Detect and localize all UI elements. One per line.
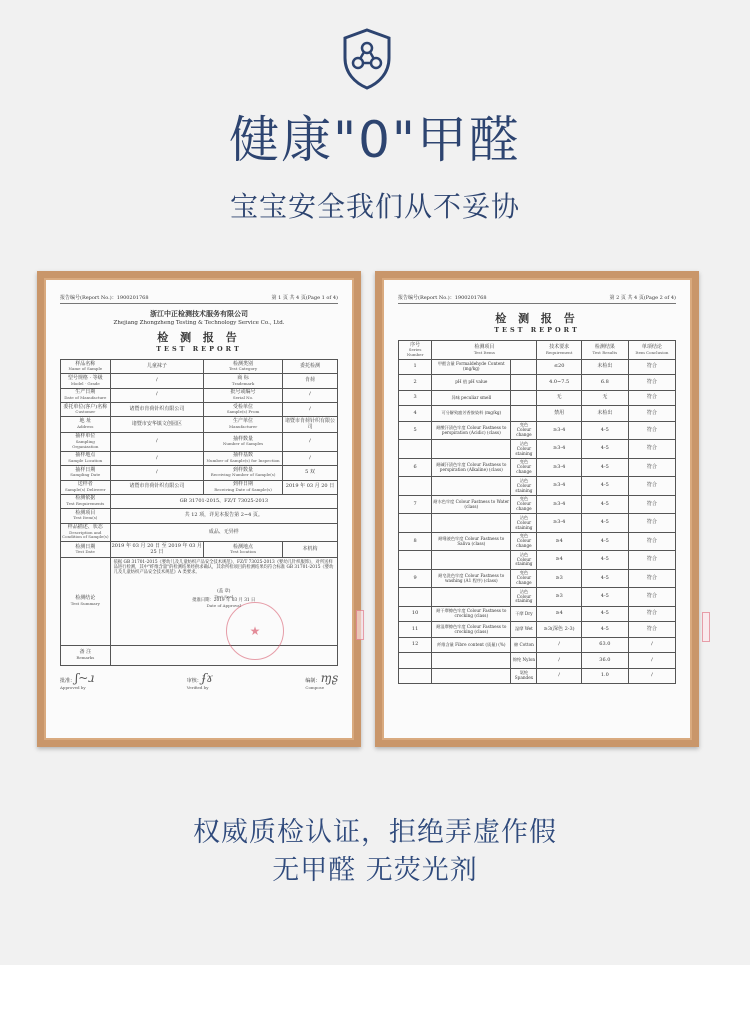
result-cell-no [399,551,432,569]
result-cell-no: 5 [399,421,432,439]
table-row [399,637,676,653]
result-cell-req: ≤20 [537,359,581,375]
result-cell-res: 4-5 [581,477,628,495]
table-row [61,451,338,465]
result-cell-sub: 沾色 Colour staining [511,514,537,532]
result-cell-req: ≥3 [537,569,581,587]
result-cell-item: 耐唾液色牢度 Colour Fastness to Saliva (class) [432,532,511,550]
result-cell-res: 4-5 [581,606,628,622]
table-row [399,375,676,391]
field-value: 5 双 [283,466,338,480]
table-row [399,514,676,532]
result-cell-item [432,440,511,458]
result-cell-req: ≥3-4 [537,514,581,532]
result-cell-item: 异味 peculiar smell [432,390,511,406]
result-cell-res: 36.0 [581,653,628,669]
report-info-table [60,359,338,666]
field-label: 型号规格 · 等级 Model · Grade [61,374,111,388]
table-row [399,406,676,422]
bottom-band [0,965,750,1036]
result-cell-res: 4-5 [581,458,628,476]
field-label: 送样者 Sample(s) Deliverer [61,480,111,494]
result-cell-sub: 沾色 Colour staining [511,588,537,606]
result-cell-no: 11 [399,622,432,638]
result-cell-req: ≥3-4 [537,440,581,458]
table-row [399,477,676,495]
table-row [61,403,338,417]
result-cell-con: 符合 [628,406,675,422]
table-row [61,374,338,388]
field-label: 生产单位 Manufacturer [204,417,283,433]
field-label: 检测类别 Test Category [204,360,283,374]
certificate-frame-2 [375,271,699,747]
result-cell-res: 6.8 [581,375,628,391]
table-row: 检测依据 Test Requirements GB 31701-2015、FZ/T 73025-2013 [61,494,338,508]
result-cell-no: 2 [399,375,432,391]
result-cell-sub: 变色 Colour change [511,421,537,439]
field-label: 抽样日期 Sampling Date [61,466,111,480]
result-cell-req: / [537,637,581,653]
test-results-table [398,340,676,684]
result-cell-req: ≥3 [537,588,581,606]
org-name-en: Zhejiang Zhongzheng Testing & Technology Service Co., Ltd. [113,320,285,326]
result-cell-con: 符合 [628,477,675,495]
footer-line-2: 无甲醛 无荧光剂 [272,855,478,886]
result-cell-item: 可分解致癌芳香胺染料 (mg/kg) [432,406,511,422]
field-value: / [110,451,204,465]
result-cell-sub: 湿摩 Wet [511,622,537,638]
result-cell-res: 4-5 [581,514,628,532]
table-row [61,432,338,451]
result-cell-item [432,477,511,495]
field-label: 商 标 Trademark [204,374,283,388]
result-cell-item: pH 值 pH value [432,375,511,391]
shield-molecule-icon [342,28,392,90]
result-cell-sub: 棉 Cotton [511,637,537,653]
table-row [399,622,676,638]
table-row [399,495,676,513]
org-name-cn: 浙江中正检测技术服务有限公司 [150,309,248,318]
field-label: 抽样基数 Number of Sample(s) for Inspection [204,451,283,465]
result-cell-req: 禁用 [537,406,581,422]
page-seam-stamp [702,612,710,642]
field-value: 儿童袜子 [110,360,204,374]
test-conclusion: 依据 GB 31701-2015《婴幼儿及儿童纺织产品安全技术规范》、FZ/T 73025-2013《婴幼儿针织服饰》，对所送样品进行检测，其中"纤维含量"的检测结果经供求确认，其余所检项目的检测结果均符合标准 GB 31701-2015《婴幼儿及儿童纺织产品安全技术规范》A 类要求。 [113,559,334,575]
result-cell-req: ≥3(深色 2-3) [537,622,581,638]
result-cell-no: 6 [399,458,432,476]
result-cell-item: 耐湿摩擦色牢度 Colour Fastness to crocking (class) [432,622,511,638]
field-value: / [283,451,338,465]
result-cell-sub [511,375,537,391]
field-value: / [110,466,204,480]
result-cell-con: 符合 [628,606,675,622]
test-basis: GB 31701-2015、FZ/T 73025-2013 [110,494,337,508]
result-cell-req: / [537,653,581,669]
result-cell-req: ≥4 [537,606,581,622]
table-row: 检测结论 Test Summary 依据 GB 31701-2015《婴幼儿及儿童纺织产品安全技术规范》、FZ/T 73025-2013《婴幼儿针织服饰》，对所送样品进行检测，其中"纤维含量"的检测结果经供求确认，其余所检项目的检测结果均符合标准 GB 31701-2015《婴幼儿及儿童纺织产品安全技术规范》A 类要求。 (盖 章) Test Seal 批准日期：2019 年 03 月 31 日 Date of Approval [61,557,338,645]
field-value: / [283,432,338,451]
result-cell-con: 符合 [628,458,675,476]
result-cell-res: 63.0 [581,637,628,653]
result-cell-req: ≥4 [537,551,581,569]
result-cell-item: 耐干摩擦色牢度 Colour Fastness to crocking (class) [432,606,511,622]
result-cell-no [399,514,432,532]
result-cell-req: / [537,668,581,684]
result-cell-no: 4 [399,406,432,422]
result-cell-req: ≥3-4 [537,421,581,439]
table-row [399,588,676,606]
footer-line-1: 权威质检认证，拒绝弄虚作假 [193,817,557,848]
table-row: 样品描述、状态 Description and Condition of Sample(s) 成品、无异样 [61,523,338,542]
field-value: 诸暨市肯荷针织有限公司 [110,480,204,494]
test-date: 2019 年 03 月 20 日 至 2019 年 03 月 25 日 [110,542,204,558]
report-page-2 [384,280,690,738]
verifier-signature: ʄɤ [201,670,213,685]
table-row [399,653,676,669]
table-row [61,417,338,433]
field-label: 样品名称 Name of Sample [61,360,111,374]
report-number: 报告编号(Report No.)：1900201768 [398,295,487,301]
result-cell-con: 符合 [628,622,675,638]
result-cell-sub: 氨纶 Spandex [511,668,537,684]
approver-signature: ʃ~ɹ [75,670,95,685]
result-cell-item [432,588,511,606]
report-page-1 [46,280,352,738]
field-value: / [110,432,204,451]
result-cell-no [399,588,432,606]
result-cell-sub: 锦纶 Nylon [511,653,537,669]
result-cell-item: 纤维含量 Fibre content (质量) (%) [432,637,511,653]
field-label: 到样数量 Receiving Number of Sample(s) [204,466,283,480]
result-cell-req: 无 [537,390,581,406]
result-cell-res: 4-5 [581,532,628,550]
result-cell-item: 甲醛含量 Formaldehyde Content (mg/kg) [432,359,511,375]
result-cell-res: 1.0 [581,668,628,684]
certificate-frame-1 [37,271,361,747]
result-cell-res: 4-5 [581,421,628,439]
field-value: / [110,388,204,402]
compiler-signature: ɱʂ [320,670,338,685]
test-items: 共 12 项，详见本报告第 2~4 页。 [110,509,337,523]
result-cell-no: 1 [399,359,432,375]
result-cell-sub: 沾色 Colour staining [511,551,537,569]
issue-date: 批准日期：2019 年 03 月 31 日 [192,598,256,604]
field-value: / [283,388,338,402]
result-cell-con: 符合 [628,532,675,550]
result-cell-con: / [628,668,675,684]
table-row [399,440,676,458]
result-cell-res: 4-5 [581,622,628,638]
result-cell-item [432,668,511,684]
field-value: / [283,403,338,417]
result-cell-no: 7 [399,495,432,513]
field-label: 受检单位 Sample(s) From [204,403,283,417]
result-cell-req: ≥3-4 [537,495,581,513]
table-row [399,359,676,375]
result-cell-sub: 变色 Colour change [511,458,537,476]
official-seal: ★ [226,602,284,660]
result-cell-item [432,653,511,669]
result-cell-con: 符合 [628,440,675,458]
test-location: 本机构 [283,542,338,558]
table-row [399,668,676,684]
result-cell-no: 3 [399,390,432,406]
field-label: 地 址 Address [61,417,111,433]
table-row [61,360,338,374]
result-cell-sub: 变色 Colour change [511,569,537,587]
field-value: 诸暨市安华镇文创园区 [110,417,204,433]
page-seam-stamp [356,610,364,640]
field-value: 诸暨市肯荷针织有限公司 [110,403,204,417]
result-cell-item: 耐碱汗渍色牢度 Colour Fastness to perspiration (Alkaline) (class) [432,458,511,476]
result-cell-con: 符合 [628,495,675,513]
result-cell-no [399,440,432,458]
result-cell-no: 12 [399,637,432,653]
field-label: 抽样单位 Sampling Organization [61,432,111,451]
report-number: 报告编号(Report No.)：1900201768 [60,295,149,301]
result-cell-res: 无 [581,390,628,406]
result-cell-res: 未检出 [581,359,628,375]
page-indicator: 第 1 页 共 4 页(Page 1 of 4) [271,295,338,301]
field-value: 2019 年 03 月 20 日 [283,480,338,494]
result-cell-con: 符合 [628,359,675,375]
result-cell-sub: 沾色 Colour staining [511,440,537,458]
result-cell-req: ≥4 [537,532,581,550]
result-cell-res: 4-5 [581,588,628,606]
result-cell-no [399,668,432,684]
field-label: 生产日期 Date of Manufacture [61,388,111,402]
table-row [399,421,676,439]
table-row [61,466,338,480]
result-cell-res: 4-5 [581,495,628,513]
result-cell-item: 耐皂洗色牢度 Colour Fastness to washing (A1 程序) (class) [432,569,511,587]
field-label: 委托单位(客户)名称 Customer [61,403,111,417]
result-cell-con: / [628,637,675,653]
result-cell-item: 耐酸汗渍色牢度 Colour Fastness to perspiration (Acidic) (class) [432,421,511,439]
report-title-en: TEST REPORT [494,326,580,334]
report-title-en: TEST REPORT [156,345,242,353]
field-label: 抽样数量 Number of Samples [204,432,283,451]
table-row: 检测项目 Test Item(s) 共 12 项，详见本报告第 2~4 页。 [61,509,338,523]
field-label: 到样日期 Receiving Date of Sample(s) [204,480,283,494]
result-cell-con: 符合 [628,514,675,532]
result-cell-no: 10 [399,606,432,622]
table-row [399,390,676,406]
result-cell-sub [511,359,537,375]
sample-description: 成品、无异样 [110,523,337,542]
report-title-cn: 检 测 报 告 [495,312,579,325]
result-cell-sub [511,390,537,406]
result-cell-req: ≥3-4 [537,477,581,495]
result-cell-res: 未检出 [581,406,628,422]
signature-row: 批准：ʃ~ɹ Approved by 审核：ʄɤ Verified by 编制：ɱʂ Compose [60,670,338,690]
result-cell-sub: 沾色 Colour staining [511,477,537,495]
table-row [399,569,676,587]
result-cell-res: 4-5 [581,440,628,458]
result-cell-sub: 干摩 Dry [511,606,537,622]
result-cell-res: 4-5 [581,569,628,587]
hero-subtitle: 宝宝安全我们从不妥协 [229,190,520,223]
table-row [399,532,676,550]
field-value: 委托检测 [283,360,338,374]
result-cell-req: ≥3-4 [537,458,581,476]
table-row: 备 注 Remarks [61,645,338,665]
table-row [399,458,676,476]
result-cell-con: 符合 [628,421,675,439]
result-cell-con: 符合 [628,390,675,406]
table-row: 检测日期 Test Date 2019 年 03 月 20 日 至 2019 年 03 月 25 日 检测地点 Test location 本机构 [61,542,338,558]
result-cell-con: 符合 [628,588,675,606]
page-indicator: 第 2 页 共 4 页(Page 2 of 4) [609,295,676,301]
table-row [61,480,338,494]
table-header-row: 序号 Series Number 检测项目 Test Items 技术要求 Requirement 检测结果 Test Results 单项结论 Item Conclusion [399,341,676,360]
table-row [61,388,338,402]
report-title-cn: 检 测 报 告 [157,331,241,344]
field-value: 肯荷 [283,374,338,388]
result-cell-item [432,514,511,532]
result-cell-no: 8 [399,532,432,550]
table-row [399,606,676,622]
result-cell-con: / [628,653,675,669]
result-cell-req: 4.0~7.5 [537,375,581,391]
hero-title: 健康"0"甲醛 [229,111,521,169]
seal-label: (盖 章) [217,588,231,594]
result-cell-no [399,653,432,669]
result-cell-con: 符合 [628,375,675,391]
result-cell-item [432,551,511,569]
result-cell-no [399,477,432,495]
table-row [399,551,676,569]
field-label: 抽样地点 Sample Location [61,451,111,465]
result-cell-item: 耐水色牢度 Colour Fastness to Water (class) [432,495,511,513]
result-cell-sub: 变色 Colour change [511,532,537,550]
result-cell-con: 符合 [628,569,675,587]
result-cell-sub [511,406,537,422]
result-cell-no: 9 [399,569,432,587]
result-cell-sub: 变色 Colour change [511,495,537,513]
field-value: / [110,374,204,388]
result-cell-con: 符合 [628,551,675,569]
field-value: 诸暨市肯荷针织有限公司 [283,417,338,433]
result-cell-res: 4-5 [581,551,628,569]
field-label: 批号或编号 Serial No. [204,388,283,402]
